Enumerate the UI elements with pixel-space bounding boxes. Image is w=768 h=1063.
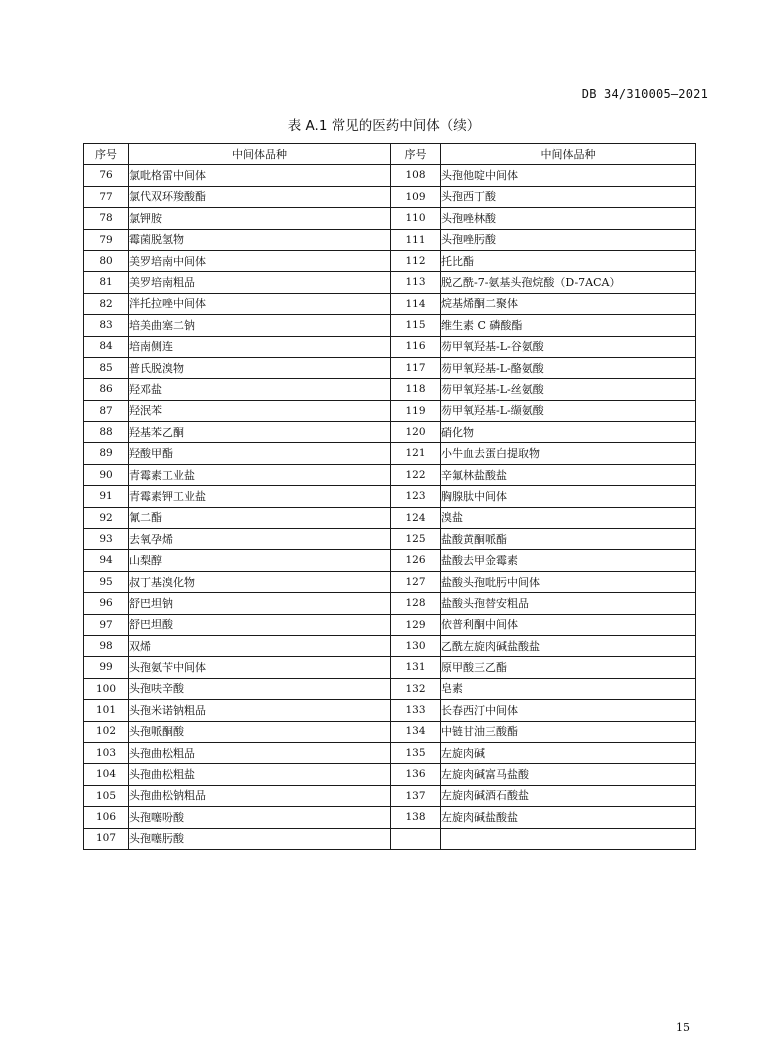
row-number-left: 102 [84,721,129,742]
intermediate-name-right: 头孢唑林酸 [441,208,696,229]
intermediate-name-right: 脱乙酰-7-氨基头孢烷酸（D-7ACA） [441,272,696,293]
intermediate-name-left: 舒巴坦酸 [129,614,391,635]
row-number-right: 127 [391,571,441,592]
intermediates-table [83,143,696,850]
intermediate-name-left: 泮托拉唑中间体 [129,293,391,314]
row-number-left: 79 [84,229,129,250]
row-number-right: 133 [391,700,441,721]
intermediate-name-left: 羟泯苯 [129,400,391,421]
intermediate-name-right: 左旋肉碱盐酸盐 [441,807,696,828]
intermediate-name-right: 皂素 [441,678,696,699]
row-number-left: 93 [84,529,129,550]
row-number-left: 78 [84,208,129,229]
intermediate-name-right: 芴甲氧羟基-L-谷氨酸 [441,336,696,357]
row-number-right: 124 [391,507,441,528]
table-row [84,464,696,485]
column-header-name-left: 中间体品种 [129,144,391,165]
row-number-left: 89 [84,443,129,464]
table-row [84,336,696,357]
row-number-left: 96 [84,593,129,614]
row-number-left: 76 [84,165,129,186]
table-row [84,507,696,528]
row-number-left: 81 [84,272,129,293]
row-number-left: 86 [84,379,129,400]
intermediate-name-right: 小牛血去蛋白提取物 [441,443,696,464]
table-row [84,635,696,656]
row-number-left: 85 [84,357,129,378]
table-row [84,208,696,229]
intermediate-name-right: 依普利酮中间体 [441,614,696,635]
table-row [84,785,696,806]
row-number-right: 130 [391,635,441,656]
table-row [84,229,696,250]
row-number-left: 106 [84,807,129,828]
intermediate-name-left: 羟邓盐 [129,379,391,400]
intermediate-name-left: 头孢哌酮酸 [129,721,391,742]
column-header-name-right: 中间体品种 [441,144,696,165]
table-row [84,486,696,507]
intermediate-name-left: 美罗培南粗品 [129,272,391,293]
intermediate-name-right [441,828,696,849]
intermediate-name-right: 芴甲氧羟基-L-缬氨酸 [441,400,696,421]
intermediate-name-left: 羟酸甲酯 [129,443,391,464]
row-number-right: 128 [391,593,441,614]
row-number-right: 138 [391,807,441,828]
intermediate-name-left: 头孢噻肟酸 [129,828,391,849]
table-row [84,357,696,378]
intermediate-name-right: 盐酸头孢替安粗品 [441,593,696,614]
intermediate-name-left: 头孢曲松粗盐 [129,764,391,785]
row-number-right: 123 [391,486,441,507]
row-number-left: 84 [84,336,129,357]
intermediate-name-left: 氯吡格雷中间体 [129,165,391,186]
row-number-left: 98 [84,635,129,656]
intermediate-name-right: 溴盐 [441,507,696,528]
row-number-right: 111 [391,229,441,250]
intermediate-name-left: 青霉素钾工业盐 [129,486,391,507]
row-number-left: 92 [84,507,129,528]
intermediate-name-right: 左旋肉碱 [441,742,696,763]
intermediate-name-left: 头孢米诺钠粗品 [129,700,391,721]
row-number-left: 101 [84,700,129,721]
table-row [84,571,696,592]
intermediate-name-right: 左旋肉碱富马盐酸 [441,764,696,785]
intermediate-name-left: 培美曲塞二钠 [129,315,391,336]
row-number-left: 105 [84,785,129,806]
intermediate-name-left: 氯钾胺 [129,208,391,229]
row-number-right: 110 [391,208,441,229]
intermediate-name-left: 氯代双环羧酸酯 [129,186,391,207]
row-number-right: 117 [391,357,441,378]
column-header-no-left: 序号 [84,144,129,165]
table-row [84,293,696,314]
row-number-left: 97 [84,614,129,635]
row-number-left: 80 [84,250,129,271]
intermediate-name-right: 盐酸头孢吡肟中间体 [441,571,696,592]
row-number-right [391,828,441,849]
table-row [84,550,696,571]
table-row [84,807,696,828]
table-row [84,165,696,186]
table-row [84,443,696,464]
row-number-right: 137 [391,785,441,806]
page-number: 15 [676,1021,690,1034]
row-number-left: 107 [84,828,129,849]
intermediate-name-right: 原甲酸三乙酯 [441,657,696,678]
intermediate-name-right: 烷基烯酮二聚体 [441,293,696,314]
row-number-left: 90 [84,464,129,485]
row-number-right: 129 [391,614,441,635]
row-number-right: 122 [391,464,441,485]
row-number-right: 119 [391,400,441,421]
intermediate-name-left: 叔丁基溴化物 [129,571,391,592]
row-number-left: 77 [84,186,129,207]
column-header-no-right: 序号 [391,144,441,165]
table-row [84,186,696,207]
table-row [84,422,696,443]
intermediate-name-right: 盐酸黄酮哌酯 [441,529,696,550]
table-row [84,657,696,678]
row-number-left: 103 [84,742,129,763]
intermediate-name-left: 头孢曲松钠粗品 [129,785,391,806]
document-id: DB 34/310005—2021 [581,87,708,101]
row-number-left: 94 [84,550,129,571]
intermediate-name-left: 头孢氨苄中间体 [129,657,391,678]
row-number-right: 125 [391,529,441,550]
table-row [84,721,696,742]
intermediate-name-left: 青霉素工业盐 [129,464,391,485]
intermediate-name-right: 芴甲氧羟基-L-酪氨酸 [441,357,696,378]
intermediate-name-right: 中链甘油三酸酯 [441,721,696,742]
intermediate-name-left: 舒巴坦钠 [129,593,391,614]
row-number-right: 120 [391,422,441,443]
intermediate-name-right: 头孢唑肟酸 [441,229,696,250]
row-number-right: 136 [391,764,441,785]
table-row [84,700,696,721]
intermediate-name-right: 头孢西丁酸 [441,186,696,207]
intermediate-name-right: 长春西汀中间体 [441,700,696,721]
table-row [84,400,696,421]
intermediate-name-left: 山梨醇 [129,550,391,571]
row-number-left: 95 [84,571,129,592]
row-number-left: 87 [84,400,129,421]
intermediate-name-left: 双烯 [129,635,391,656]
intermediate-name-right: 头孢他啶中间体 [441,165,696,186]
row-number-right: 134 [391,721,441,742]
row-number-left: 83 [84,315,129,336]
table-row [84,828,696,849]
row-number-left: 88 [84,422,129,443]
table-row [84,593,696,614]
table-row [84,250,696,271]
table-row [84,614,696,635]
row-number-right: 113 [391,272,441,293]
row-number-right: 108 [391,165,441,186]
row-number-right: 118 [391,379,441,400]
intermediate-name-left: 头孢噻吩酸 [129,807,391,828]
table-row [84,272,696,293]
row-number-left: 104 [84,764,129,785]
intermediate-name-right: 辛氟林盐酸盐 [441,464,696,485]
intermediate-name-right: 乙酰左旋肉碱盐酸盐 [441,635,696,656]
intermediate-name-right: 盐酸去甲金霉素 [441,550,696,571]
row-number-right: 116 [391,336,441,357]
row-number-right: 114 [391,293,441,314]
intermediate-name-right: 维生素 C 磷酸酯 [441,315,696,336]
intermediate-name-left: 普氏脱溴物 [129,357,391,378]
table-header-row [84,144,696,165]
table-row [84,315,696,336]
intermediate-name-left: 头孢呋辛酸 [129,678,391,699]
intermediate-name-left: 美罗培南中间体 [129,250,391,271]
intermediate-name-right: 芴甲氧羟基-L-丝氨酸 [441,379,696,400]
intermediate-name-right: 胸腺肽中间体 [441,486,696,507]
row-number-right: 132 [391,678,441,699]
table-row [84,678,696,699]
row-number-right: 112 [391,250,441,271]
intermediate-name-right: 托比酯 [441,250,696,271]
row-number-right: 126 [391,550,441,571]
intermediate-name-left: 培南侧连 [129,336,391,357]
intermediate-name-left: 氰二酯 [129,507,391,528]
table-row [84,529,696,550]
row-number-right: 109 [391,186,441,207]
row-number-left: 82 [84,293,129,314]
row-number-right: 115 [391,315,441,336]
intermediate-name-right: 左旋肉碱酒石酸盐 [441,785,696,806]
row-number-left: 99 [84,657,129,678]
intermediate-name-left: 头孢曲松粗品 [129,742,391,763]
row-number-right: 135 [391,742,441,763]
table-title: 表 A.1 常见的医药中间体（续） [287,118,481,134]
table-body [84,165,696,850]
intermediate-name-right: 硝化物 [441,422,696,443]
table-row [84,742,696,763]
row-number-right: 121 [391,443,441,464]
intermediate-name-left: 霉菌脱氢物 [129,229,391,250]
table-row [84,764,696,785]
table-row [84,379,696,400]
intermediate-name-left: 去氧孕烯 [129,529,391,550]
row-number-left: 100 [84,678,129,699]
row-number-left: 91 [84,486,129,507]
row-number-right: 131 [391,657,441,678]
intermediate-name-left: 羟基苯乙酮 [129,422,391,443]
